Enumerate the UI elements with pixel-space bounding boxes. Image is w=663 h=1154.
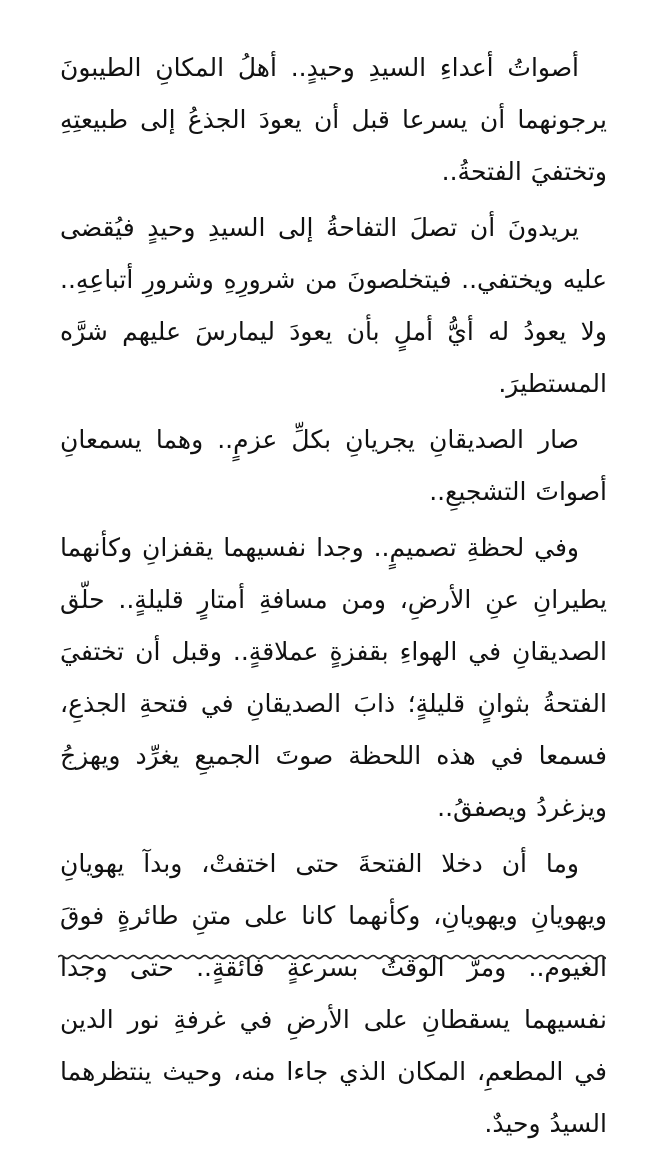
book-page (60, 42, 607, 1154)
paragraph-5: وما أن دخلا الفتحةَ حتى اختفتْ، وبدآ يهويانِ ويهويانِ ويهويانِ، وكأنهما كانا على متنِ طائرةٍ فوقَ الغيوم.. ومرّ الوقتُ بسرعةٍ فائقةٍ.. حتى وجدا نفسيهما يسقطانِ على الأرضِ في غرفةِ نور الدين في المطعمِ، المكان الذي جاءا منه، وحيث ينتظرهما السيدُ وحيدٌ. (60, 849, 607, 1138)
paragraph-3: صار الصديقانِ يجريانِ بكلِّ عزمٍ.. وهما يسمعانِ أصواتَ التشجيعِ.. (60, 425, 607, 506)
paragraph-4: وفي لحظةِ تصميمٍ.. وجدا نفسيهما يقفزانِ وكأنهما يطيرانِ عنِ الأرضِ، ومن مسافةِ أمتارٍ قليلةٍ.. حلّق الصديقانِ في الهواءِ بقفزةٍ عملاقةٍ.. وقبل أن تختفيَ الفتحةُ بثوانٍ قليلةٍ؛ ذابَ الصديقانِ في فتحةِ الجذعِ، فسمعا في هذه اللحظة صوتَ الجميعِ يغرِّد ويهزجُ ويزغردُ ويصفقُ.. (60, 533, 607, 822)
wavy-divider (58, 950, 606, 964)
paragraph-1: أصواتُ أعداءِ السيدِ وحيدٍ.. أهلُ المكانِ الطيبونَ يرجونهما أن يسرعا قبل أن يعودَ الجذعُ إلى طبيعتِهِ وتختفيَ الفتحةُ.. (60, 53, 607, 186)
paragraph-2: يريدونَ أن تصلَ التفاحةُ إلى السيدِ وحيدٍ فيُقضى عليه ويختفي.. فيتخلصونَ من شرورِهِ وشرورِ أتباعِهِ.. ولا يعودُ له أيُّ أملٍ بأن يعودَ ليمارسَ عليهم شرَّه المستطيرَ. (60, 213, 607, 398)
